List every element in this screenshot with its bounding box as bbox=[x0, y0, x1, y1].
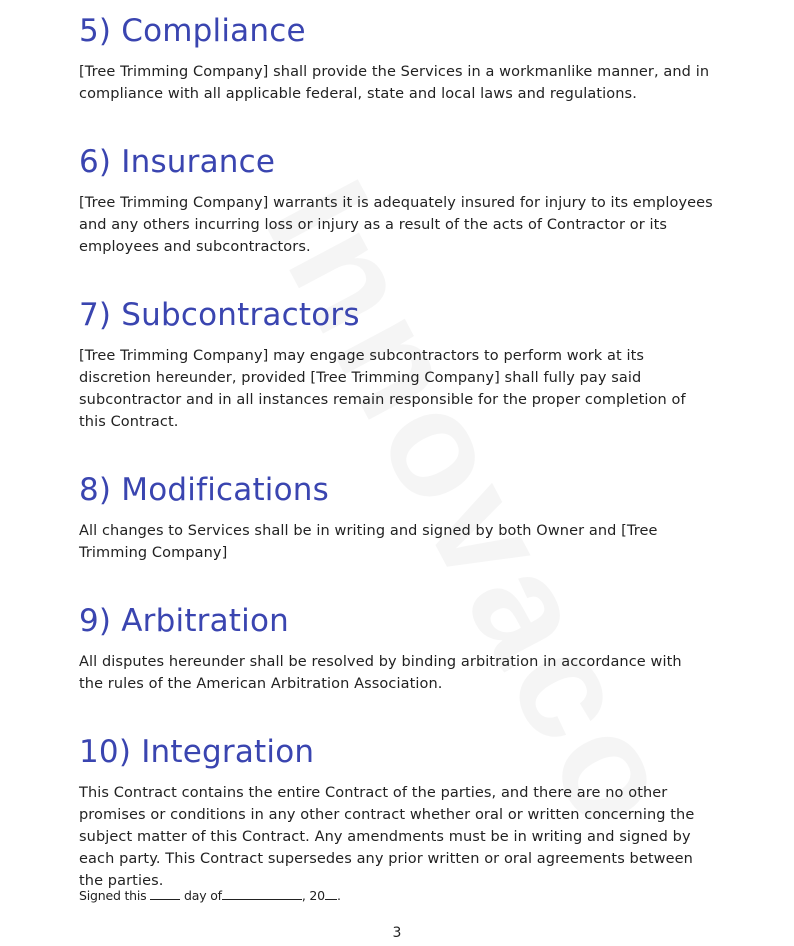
section-body: [Tree Trimming Company] shall provide the Services in a workmanlike manner, and in compliance with all applicable federal, state and local laws and regulations. bbox=[79, 64, 710, 102]
section-insurance bbox=[79, 139, 759, 258]
section-body: This Contract contains the entire Contract of the parties, and there are no other promises or conditions in any other contract whether oral or written concerning the subject matter of this Contract. Any amendments must be in writing and signed by each party. This Contract supersedes any prior written or oral agreements between the parties. bbox=[79, 785, 695, 889]
month-blank bbox=[222, 886, 302, 900]
section-body: [Tree Trimming Company] warrants it is adequately insured for injury to its employees and any others incurring loss or injury as a result of the acts of Contractor or its employees and subcontractors. bbox=[79, 195, 713, 255]
page-number: 3 bbox=[392, 925, 402, 941]
section-compliance bbox=[79, 8, 759, 105]
section-heading: 8) Modifications bbox=[79, 472, 329, 508]
signature-period: . bbox=[336, 888, 341, 903]
section-heading: 9) Arbitration bbox=[79, 603, 289, 639]
contract-sections bbox=[79, 8, 759, 926]
section-heading: 10) Integration bbox=[79, 734, 315, 770]
section-body: All changes to Services shall be in writing and signed by both Owner and [Tree Trimming Company] bbox=[79, 523, 658, 561]
section-subcontractors bbox=[79, 292, 759, 433]
year-prefix-label: , 20 bbox=[301, 888, 325, 903]
section-arbitration bbox=[79, 598, 759, 695]
section-body: All disputes hereunder shall be resolved by binding arbitration in accordance with the rules of the American Arbitration Association. bbox=[79, 654, 682, 692]
section-integration bbox=[79, 729, 759, 892]
day-blank bbox=[150, 886, 180, 900]
section-modifications bbox=[79, 467, 759, 564]
section-heading: 5) Compliance bbox=[79, 13, 306, 49]
section-heading: 7) Subcontractors bbox=[79, 297, 360, 333]
signed-this-label: Signed this bbox=[79, 888, 147, 903]
signature-line bbox=[79, 886, 341, 903]
year-blank bbox=[325, 886, 337, 900]
section-body: [Tree Trimming Company] may engage subcontractors to perform work at its discretion hereunder, provided [Tree Trimming Company] shall fully pay said subcontractor and in all instances remain responsible for the proper completion of this Contract. bbox=[79, 348, 686, 430]
section-heading: 6) Insurance bbox=[79, 144, 276, 180]
day-of-label: day of bbox=[184, 888, 222, 903]
